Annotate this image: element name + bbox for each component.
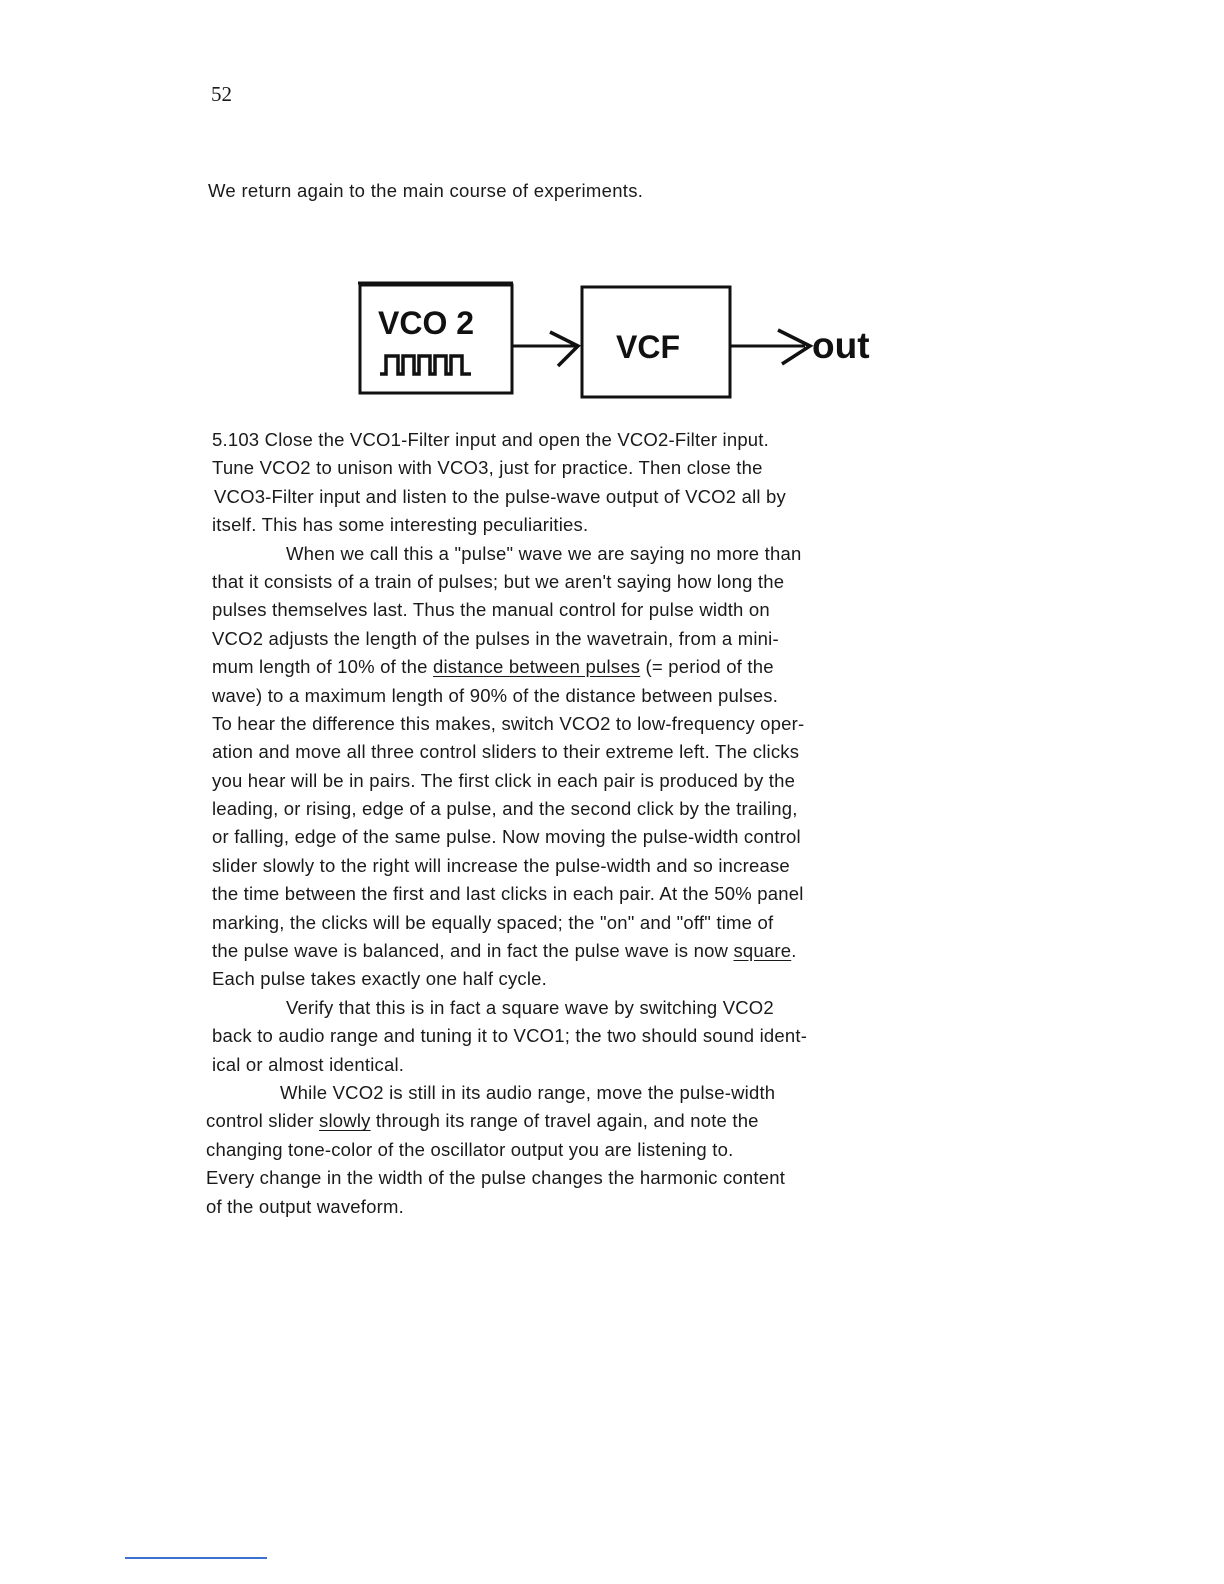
text-line xyxy=(204,1107,924,1135)
text-line xyxy=(204,738,924,766)
output-label: out xyxy=(812,325,870,366)
text-run: VCO2 adjusts the length of the pulses in the wavetrain, from a mini- xyxy=(212,627,779,649)
text-line xyxy=(204,568,924,596)
text-run: While VCO2 is still in its audio range, move the pulse-width xyxy=(280,1081,776,1103)
text-run: ical or almost identical. xyxy=(212,1053,405,1075)
text-line xyxy=(204,596,924,624)
text-line xyxy=(204,483,924,511)
text-line xyxy=(204,852,924,880)
text-run: slider slowly to the right will increase the pulse-width and so increase xyxy=(212,854,790,876)
underlined-phrase: square xyxy=(733,940,792,962)
text-line xyxy=(204,426,924,454)
text-run: pulses themselves last. Thus the manual control for pulse width on xyxy=(212,599,770,621)
text-run: Verify that this is in fact a square wave by switching VCO2 xyxy=(286,996,774,1018)
text-run: ation and move all three control sliders to their extreme left. The clicks xyxy=(212,741,800,763)
text-line xyxy=(204,540,924,568)
body-text xyxy=(204,426,924,1221)
footnote-rule xyxy=(125,1557,267,1559)
text-line xyxy=(204,1164,924,1192)
text-run: itself. This has some interesting peculiarities. xyxy=(212,514,589,536)
text-run: control slider xyxy=(206,1110,320,1132)
text-run: changing tone-color of the oscillator output you are listening to. xyxy=(206,1138,734,1160)
text-run: back to audio range and tuning it to VCO1; the two should sound ident- xyxy=(212,1025,808,1047)
vcf-box xyxy=(582,287,730,397)
text-line xyxy=(204,1193,924,1221)
text-run: Every change in the width of the pulse changes the harmonic content xyxy=(206,1167,786,1189)
text-line xyxy=(204,625,924,653)
text-run: 5.103 Close the VCO1-Filter input and open the VCO2-Filter input. xyxy=(212,429,769,450)
page-number: 52 xyxy=(211,82,232,106)
signal-flow-diagram xyxy=(350,270,890,405)
text-run: VCO3-Filter input and listen to the pulse-wave output of VCO2 all by xyxy=(214,485,786,507)
text-line xyxy=(204,653,924,681)
text-line xyxy=(204,1022,924,1050)
output-arrow xyxy=(730,330,810,364)
text-line xyxy=(204,937,924,965)
text-line xyxy=(204,994,924,1022)
text-line xyxy=(204,682,924,710)
text-line xyxy=(204,823,924,851)
text-line xyxy=(204,454,924,482)
underlined-phrase: slowly xyxy=(319,1110,371,1132)
pulse-wave-icon xyxy=(380,356,471,374)
text-run: To hear the difference this makes, switch VCO2 to low-frequency oper- xyxy=(212,712,805,734)
text-run: through its range of travel again, and note the xyxy=(370,1110,759,1132)
text-run: of the output waveform. xyxy=(206,1195,404,1217)
text-line xyxy=(204,1051,924,1079)
vco2-box xyxy=(358,283,513,393)
text-line xyxy=(204,767,924,795)
text-run: you hear will be in pairs. The first click in each pair is produced by the xyxy=(212,769,796,791)
text-run: Tune VCO2 to unison with VCO3, just for practice. Then close the xyxy=(212,457,763,479)
text-run: that it consists of a train of pulses; but we aren't saying how long the xyxy=(212,570,785,592)
text-line xyxy=(204,710,924,738)
text-run: wave) to a maximum length of 90% of the distance between pulses. xyxy=(212,684,779,706)
text-line xyxy=(204,880,924,908)
intro-paragraph: We return again to the main course of experiments. xyxy=(208,180,644,201)
text-run: the pulse wave is balanced, and in fact the pulse wave is now xyxy=(212,940,734,962)
text-run: leading, or rising, edge of a pulse, and the second click by the trailing, xyxy=(212,798,798,820)
text-line xyxy=(204,1136,924,1164)
text-run: the time between the first and last clicks in each pair. At the 50% panel xyxy=(212,883,804,905)
text-line xyxy=(204,909,924,937)
text-line xyxy=(204,511,924,539)
text-line xyxy=(204,965,924,993)
vco2-label: VCO 2 xyxy=(378,305,475,341)
text-run: mum length of 10% of the xyxy=(212,656,433,678)
text-line xyxy=(204,795,924,823)
text-run: or falling, edge of the same pulse. Now moving the pulse-width control xyxy=(212,826,801,848)
text-run: Each pulse takes exactly one half cycle. xyxy=(212,968,548,990)
text-line xyxy=(204,1079,924,1107)
text-run: . xyxy=(791,940,797,962)
text-run: marking, the clicks will be equally spaced; the "on" and "off" time of xyxy=(212,911,774,933)
vcf-label: VCF xyxy=(616,329,680,365)
underlined-phrase: distance between pulses xyxy=(432,656,641,678)
text-run: (= period of the xyxy=(640,656,774,678)
vco2-to-vcf-arrow xyxy=(512,332,578,366)
text-run: When we call this a "pulse" wave we are saying no more than xyxy=(286,542,802,564)
